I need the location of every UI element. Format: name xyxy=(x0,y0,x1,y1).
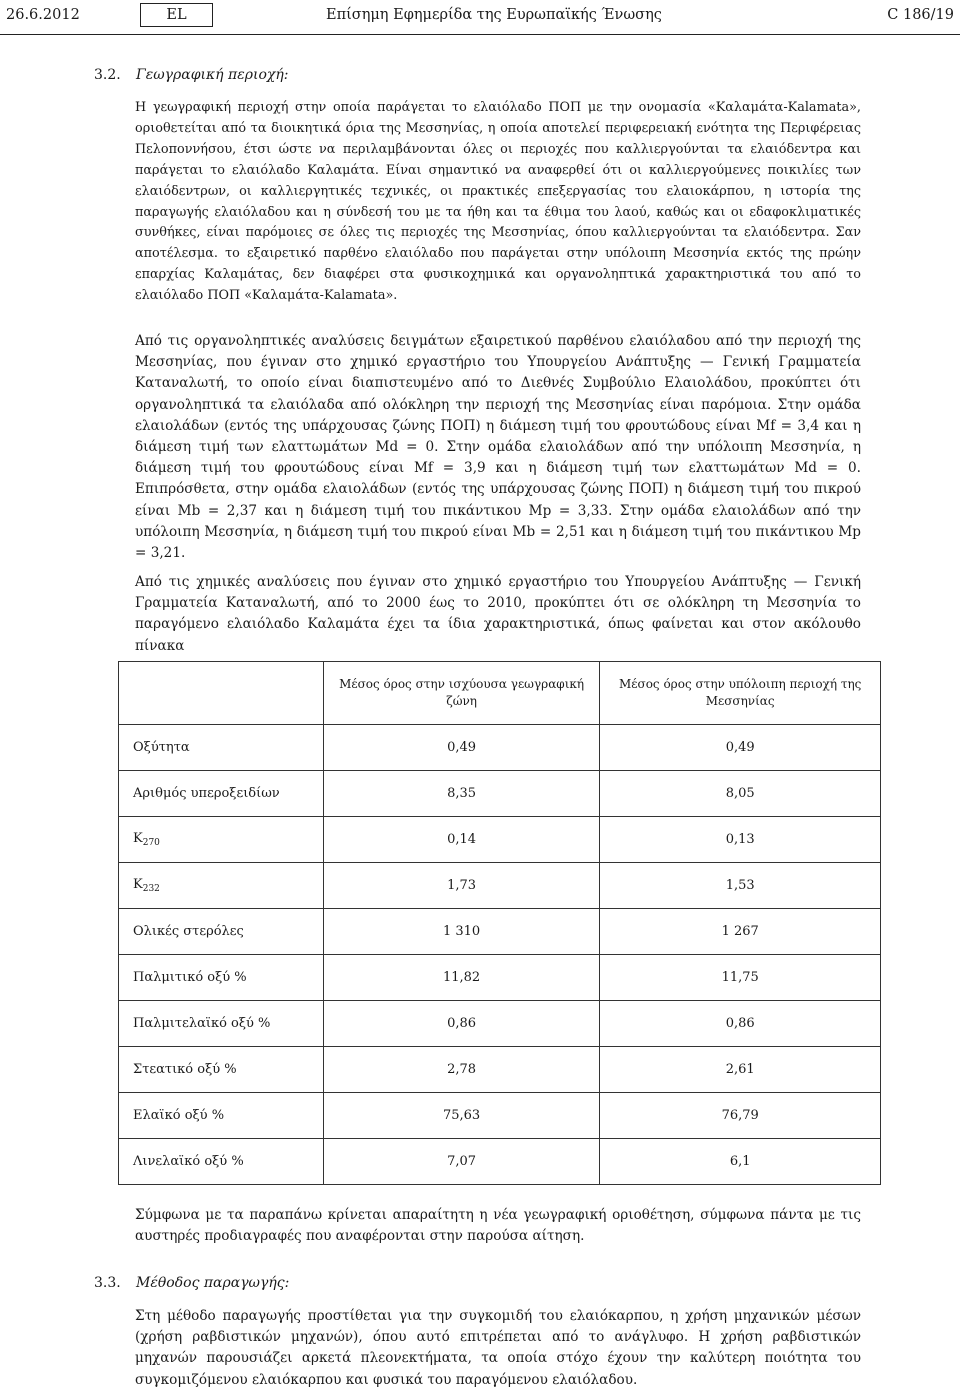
row-label xyxy=(119,1047,324,1093)
value-rest-messinia: 6,1 xyxy=(600,1139,881,1185)
value-rest-messinia: 1,53 xyxy=(600,863,881,909)
row-label-text: Ελαϊκό οξύ % xyxy=(133,1108,225,1123)
table-header-blank xyxy=(119,662,324,725)
row-label-text: Στεατικό οξύ % xyxy=(133,1062,237,1077)
table-row xyxy=(119,955,881,1001)
row-label-text: Παλμιτελαϊκό οξύ % xyxy=(133,1016,271,1031)
section-heading-3-2 xyxy=(94,67,288,83)
row-label-text: Λινελαϊκό οξύ % xyxy=(133,1154,244,1169)
table-row xyxy=(119,771,881,817)
row-label xyxy=(119,1001,324,1047)
row-label-subscript: 270 xyxy=(142,838,160,848)
paragraph-conclusion: Σύμφωνα με τα παραπάνω κρίνεται απαραίτητη η νέα γεωγραφική οριοθέτηση, σύμφωνα πάντα με τις αυστηρές προδιαγραφές που αναφέρονται στην παρούσα αίτηση. xyxy=(135,1207,861,1245)
row-label-text: K xyxy=(133,877,143,892)
table-header-row xyxy=(119,662,881,725)
row-label-text: Παλμιτικό οξύ % xyxy=(133,970,247,985)
paragraph-geographic-area: Η γεωγραφική περιοχή στην οποία παράγεται το ελαιόλαδο ΠΟΠ με την ονομασία «Καλαμάτα-Kalamata», οριοθετείται από τα διοικητικά όρια της Μεσσηνίας, η οποία αποτελεί περιφερειακή ενότητα της Περιφέρειας Πελοποννήσου, έτσι ώστε να περιλαμβάνονται όλες οι περιοχές που καλλιεργούνται τα ελαιόδεντρα και παράγεται το ελαιόλαδο Καλαμάτα. Είναι σημαντικό να αναφερθεί ότι οι καλλιεργούμενες ποικιλίες των ελαιόδεντρων, οι καλλιεργητικές τεχνικές, οι πρακτικές επεξεργασίας του ελαιοκάρπου, η ιστορία της παραγωγής ελαιόλαδου και η σύνδεσή του με τα ήθη και τα έθιμα του λαού, καθώς και οι εδαφοκλιματικές συνθήκες, είναι παρόμοιες σε όλες τις περιοχές της Μεσσηνίας, όπου καλλιεργούνται τα ελαιόδεντρα. Σαν αποτέλεσμα. το εξαιρετικό παρθένο ελαιόλαδο που παράγεται στην υπόλοιπη Μεσσηνία εκτός της πρώην επαρχίας Καλαμάτας, δεν διαφέρει στα φυσικοχημικά και οργανοληπτικά χαρακτηριστικά του από το ελαιόλαδο ΠΟΠ «Καλαμάτα-Kalamata». xyxy=(135,100,861,304)
issue-number: C 186/19 xyxy=(887,7,954,23)
row-label-text: K xyxy=(133,831,143,846)
table-row xyxy=(119,1093,881,1139)
table-row xyxy=(119,909,881,955)
value-current-zone: 8,35 xyxy=(323,771,600,817)
value-rest-messinia: 8,05 xyxy=(600,771,881,817)
journal-title: Επίσημη Εφημερίδα της Ευρωπαϊκής Ένωσης xyxy=(326,7,662,23)
section-title: Γεωγραφική περιοχή: xyxy=(136,67,289,83)
paragraph-chemical: Από τις χημικές αναλύσεις που έγιναν στο χημικό εργαστήριο του Υπουργείου Ανάπτυξης — Γενική Γραμματεία Καταναλωτή, από το 2000 έως το 2010, προκύπτει ότι σε ολόκληρη τη Μεσσηνία το παραγόμενο ελαιόλαδο Καλαμάτα έχει τα ίδια χαρακτηριστικά, όπως φαίνεται και στον ακόλουθο πίνακα xyxy=(135,574,861,654)
row-label xyxy=(119,1139,324,1185)
value-current-zone: 0,86 xyxy=(323,1001,600,1047)
value-current-zone: 7,07 xyxy=(323,1139,600,1185)
value-rest-messinia: 76,79 xyxy=(600,1093,881,1139)
row-label xyxy=(119,725,324,771)
value-current-zone: 1,73 xyxy=(323,863,600,909)
value-rest-messinia: 0,13 xyxy=(600,817,881,863)
value-current-zone: 2,78 xyxy=(323,1047,600,1093)
table-row xyxy=(119,863,881,909)
table-row xyxy=(119,725,881,771)
value-rest-messinia: 11,75 xyxy=(600,955,881,1001)
paragraph-production-method: Στη μέθοδο παραγωγής προστίθεται για την συγκομιδή του ελαιόκαρπου, η χρήση μηχανικών μέσων (χρήση ραβδιστικών μηχανών), όπου αυτό επιτρέπεται από το ανάγλυφο. Η χρήση ραβδιστικών μηχανών παρουσιάζει αρκετά πλεονεκτήματα, τα οποία στόχο έχουν την καλύτερη ποιότητα του συγκομιζόμενου ελαιόκαρπου και φυσικά του παραγόμενου ελαιόλαδου. xyxy=(135,1308,861,1388)
value-rest-messinia: 1 267 xyxy=(600,909,881,955)
table-row xyxy=(119,1001,881,1047)
row-label xyxy=(119,863,324,909)
row-label-subscript: 232 xyxy=(142,884,160,894)
table-row xyxy=(119,817,881,863)
section-number: 3.3. xyxy=(94,1275,121,1291)
value-current-zone: 0,49 xyxy=(323,725,600,771)
page-header xyxy=(0,0,960,35)
value-current-zone: 1 310 xyxy=(323,909,600,955)
value-current-zone: 11,82 xyxy=(323,955,600,1001)
value-rest-messinia: 2,61 xyxy=(600,1047,881,1093)
row-label xyxy=(119,1093,324,1139)
section-number: 3.2. xyxy=(94,67,121,83)
table-header-rest: Μέσος όρος στην υπόλοιπη περιοχή της Μεσσηνίας xyxy=(600,662,881,725)
row-label xyxy=(119,955,324,1001)
value-rest-messinia: 0,49 xyxy=(600,725,881,771)
paragraph-organoleptic: Από τις οργανοληπτικές αναλύσεις δειγμάτων εξαιρετικού παρθένου ελαιόλαδου από την περιοχή της Μεσσηνίας, που έγιναν στο χημικό εργαστήριο του Υπουργείου Ανάπτυξης — Γενική Γραμματεία Καταναλωτή, το οποίο είναι διαπιστευμένο από το Διεθνές Συμβούλιο Ελαιολάδου, προκύπτει ότι οργανοληπτικά τα ελαιόλαδα από ολόκληρη την περιοχή της Μεσσηνίας είναι παρόμοια. Στην ομάδα ελαιολάδων (εντός της υπάρχουσας ζώνης ΠΟΠ) η διάμεση τιμή του φρουτώδους είναι Mf = 3,4 και η διάμεση τιμή των ελαττωμάτων Md = 0. Στην ομάδα ελαιολάδων από την υπόλοιπη Μεσσηνία, η διάμεση τιμή του φρουτώδους είναι Mf = 3,9 και η διάμεση τιμή των ελαττωμάτων Md = 0. Επιπρόσθετα, στην ομάδα ελαιολάδων (εντός της υπάρχουσας ζώνης ΠΟΠ) η διάμεση τιμή του πικρού είναι Mb = 2,37 και η διάμεση τιμή του πικάντικου Mp = 3,33. Στην ομάδα ελαιολάδων από την υπόλοιπη Μεσσηνία, η διάμεση τιμή του πικρού είναι Mb = 2,51 και η διάμεση τιμή του πικάντικου Mp = 3,21. xyxy=(135,333,861,562)
row-label-text: Αριθμός υπεροξειδίων xyxy=(133,786,280,801)
section-heading-3-3 xyxy=(94,1275,289,1291)
row-label xyxy=(119,771,324,817)
row-label xyxy=(119,817,324,863)
table-row xyxy=(119,1047,881,1093)
table-body xyxy=(119,725,881,1185)
value-current-zone: 75,63 xyxy=(323,1093,600,1139)
row-label-text: Ολικές στερόλες xyxy=(133,924,244,939)
publication-date: 26.6.2012 xyxy=(6,7,80,23)
section-title: Μέθοδος παραγωγής: xyxy=(136,1275,290,1291)
analysis-table xyxy=(118,661,881,1185)
table-header-zone: Μέσος όρος στην ισχύουσα γεωγραφική ζώνη xyxy=(323,662,600,725)
table-row xyxy=(119,1139,881,1185)
value-current-zone: 0,14 xyxy=(323,817,600,863)
language-badge: EL xyxy=(140,3,213,27)
row-label xyxy=(119,909,324,955)
row-label-text: Οξύτητα xyxy=(133,740,190,755)
value-rest-messinia: 0,86 xyxy=(600,1001,881,1047)
